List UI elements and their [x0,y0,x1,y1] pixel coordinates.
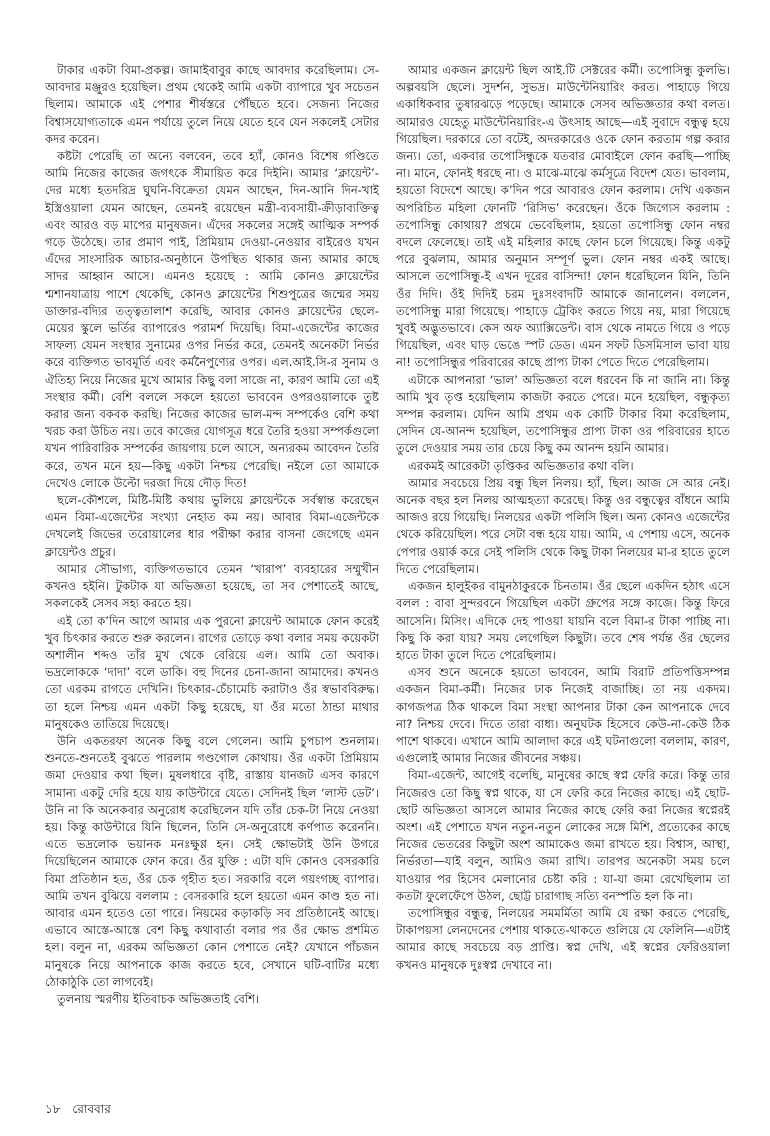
paragraph: এসব শুনে অনেকে হয়তো ভাববেন, আমি বিরাট প্রতিপত্তিসম্পন্ন একজন বিমা-কর্মী। নিজের ঢাক নিজেই বাজাচ্ছি। তা নয় একদম। কাগজপত্র ঠিক থাকলে বিমা সংস্থা আপনার টাকা কেন আপনাকে দেবে না? নিশ্চয় দেবে। দিতে তারা বাধ্য। অনুঘটক হিসেবে কেউ-না-কেউ ঠিক পাশে থাকবে। এখানে আমি আলাদা করে এই ঘটনাগুলো বললাম, কারণ, এগুলোই আমার নিজের জীবনের সঞ্চয়। [396,665,730,766]
paragraph: আমার একজন ক্লায়েন্ট ছিল আই.টি সেক্টরের কর্মী। তপোসিন্ধু কুলভি। অল্পবয়সি ছেলে। সুদর্শন, সুভদ্র। মাউন্টেনিয়ারিং করত। পাহাড়ে গিয়ে একাধিকবার তুষারঝড়ে পড়েছে। আমাকে সেসব অভিজ্ঞতার কথা বলত। আমারও যেহেতু মাউন্টেনিয়ারিং-এ উৎসাহ আছে—এই সুবাদে বন্ধুত্ব হয়ে গিয়েছিল। দরকারে তো বটেই, অদরকারেও ওকে ফোন করতাম গল্প করার জন্য। তো, একবার তপোসিন্ধুকে যতবার মোবাইলে ফোন করছি—পাচ্ছি না। মানে, ফোনই ধরছে না। ও মাঝে-মাঝে কর্মসূত্রে বিদেশ যেত। ভাবলাম, হয়তো বিদেশে আছে। ক’দিন পরে আবারও ফোন করলাম। দেখি একজন অপরিচিত মহিলা ফোনটি ‘রিসিভ’ করেছেন। ওঁকে জিগ্যেস করলাম : তপোসিন্ধু কোথায়? প্রথমে ভেবেছিলাম, হয়তো তপোসিন্ধু ফোন নম্বর বদলে ফেলেছে। তাই এই মহিলার কাছে ফোন চলে গিয়েছে। কিন্তু একটু পরে বুঝলাম, আমার অনুমান সম্পূর্ণ ভুল। ফোন নম্বর একই আছে। আসলে তপোসিন্ধু-ই এখন দূরের বাসিন্দা! ফোন ধরেছিলেন যিনি, তিনি ওঁর দিদি। ওঁই দিদিই চরম দুঃসংবাদটি আমাকে জানালেন। বললেন, তপোসিন্ধু মারা গিয়েছে। পাহাড়ে ট্রেকিং করতে গিয়ে নয়, মারা গিয়েছে খুবই অদ্ভুতভাবে। কেস অফ অ্যাক্সিডেন্ট। বাস থেকে নামতে গিয়ে ও পড়ে গিয়েছিল, এবং ঘাড় ভেঙে স্পট ডেড। এমন সফট ডিসমিসাল ভাবা যায় না! তপোসিন্ধুর পরিবারের কাছে প্রাপ্য টাকা পেতে দিতে পেরেছিলাম। [396,63,730,370]
page-footer [45,1102,119,1116]
paragraph: বিমা-এজেন্ট, আগেই বলেছি, মানুষের কাছে স্বপ্ন ফেরি করে। কিন্তু তার নিজেরও তো কিছু স্বপ্ন থাকে, যা সে ফেরি করে নিজের কাছে। এই ছোট-ছোট অভিজ্ঞতা আসলে আমার নিজের কাছে ফেরি করা নিজের স্বপ্নেরই অংশ। এই পেশাতে যখন নতুন-নতুন লোকের সঙ্গে মিশি, প্রত্যেকের কাছে নিজের ভেতরের কিছুটা অংশ আমাকেও জমা রাখতে হয়। বিশ্বাস, আস্থা, নির্ভরতা—যাই বলুন, আমিও জমা রাখি। তারপর অনেকটা সময় চলে যাওয়ার পর হিসেব মেলানোর চেষ্টা করি : যা-যা জমা রেখেছিলাম তা কতটা ফুলেফেঁপে উঠল, ছোট্ট চারাগাছ সত্যি বনস্পতি হল কি না। [396,768,730,903]
paragraph: আমার সৌভাগ্য, ব্যক্তিগতভাবে তেমন ‘খারাপ’ ব্যবহারের সম্মুখীন কখনও হইনি। টুকটাক যা অভিজ্ঞতা হয়েছে, তা সব পেশাতেই আছে, সকলকেই সেসব সহ্য করতে হয়। [45,561,379,611]
paragraph: তুলনায় স্মরণীয় ইতিবাচক অভিজ্ঞতাই বেশি। [57,991,260,1006]
paragraph: ছলে-কৌশলে, মিষ্টি-মিষ্টি কথায় ভুলিয়ে ক্লায়েন্টকে সর্বস্বান্ত করেছেন এমন বিমা-এজেন্টের সংখ্যা নেহাত কম নয়। আবার বিমা-এজেন্টকে দেখলেই জিভের তরোয়ালের ধার পরীক্ষা করার বাসনা জেগেছে এমন ক্লায়েন্টও প্রচুর। [45,493,379,559]
right-column [396,62,730,1080]
paragraph: এটাকে আপনারা ‘ভাল’ অভিজ্ঞতা বলে ধরবেন কি না জানি না। কিন্তু আমি খুব তৃপ্ত হয়েছিলাম কাজটা করতে পেরে। মনে হয়েছিল, বন্ধুকৃত্য সম্পন্ন করলাম। যেদিন আমি প্রথম এক কোটি টাকার বিমা করেছিলাম, সেদিন যে-আনন্দ হয়েছিল, তপোসিন্ধুর প্রাপ্য টাকা ওর পরিবারের হাতে তুলে দেওয়ার সময় তার চেয়ে কিছু কম আনন্দ হয়নি আমার। [396,372,730,456]
paragraph: কষ্টটা পেরেছি তা অন্যে বলবেন, তবে হ্যাঁ, কোনও বিশেষ গণ্ডিতে আমি নিজের কাজের জগৎকে সীমায়িত করে দিইনি। আমার ‘ক্লায়েন্ট’-দের মধ্যে হতদরিদ্র ঘুঘনি-বিক্রেতা যেমন আছেন, দিন-আনি দিন-খাই ইস্ত্রিওয়ালা যেমন আছেন, তেমনই রয়েছেন মন্ত্রী-ব্যবসায়ী-ক্রীড়াব্যক্তিত্ব এবং আরও বড় মাপের মানুষজন। এঁদের সকলের সঙ্গেই আত্মিক সম্পর্ক গড়ে উঠেছে। তার প্রমাণ পাই, প্রিমিয়াম দেওয়া-নেওয়ার বাইরেও যখন এঁদের সাংসারিক আচার-অনুষ্ঠানে উপস্থিত থাকার জন্য আমার কাছে সাদর আহ্বান আসে। এমনও হয়েছে : আমি কোনও ক্লায়েন্টের শ্মশানযাত্রায় পাশে থেকেছি, কোনও ক্লায়েন্টের শিশুপুত্রের জন্মের সময় ডাক্তার-বদ্যির তত্ত্বতালাশ করেছি, আবার কোনও ক্লায়েন্টের ছেলে-মেয়ের স্কুলে ভর্তির ব্যাপারেও পরামর্শ দিয়েছি। বিমা-এজেন্টের কাজের সাফল্য যেমন সংস্থার সুনামের ওপর নির্ভর করে, তেমনই অনেকটা নির্ভর করে ব্যক্তিগত ভাবমূর্তি এবং কর্মনৈপুণ্যের ওপর। এল.আই.সি-র সুনাম ও ঐতিহ্য নিয়ে নিজের মুখে আমার কিছু বলা সাজে না, কারণ আমি তো এই সংস্থার কর্মী। বেশি বললে সকলে হয়তো ভাববেন ওপরওয়ালাকে তুষ্ট করার জন্য বকবক করছি। নিজের কাজের ভাল-মন্দ সম্পর্কেও বেশি কথা খরচ করা উচিত নয়। তবে কাজের যোগসূত্র ধরে তৈরি হওয়া সম্পর্কগুলো যখন পারিবারিক সম্পর্কের জায়গায় চলে আসে, অন্যরকম আবেদন তৈরি করে, তখন মনে হয়—কিছু একটা নিশ্চয় পেরেছি। নইলে তো আমাকে দেখেও লোকে উল্টো দরজা দিয়ে দৌড় দিত! [45,149,379,490]
paragraph: টাকার একটা বিমা-প্রকল্প। জামাইবাবুর কাছে আবদার করেছিলাম। সে-আবদার মঞ্জুরও হয়েছিল। প্রথম থেকেই আমি একটা ব্যাপারে খুব সচেতন ছিলাম। আমাকে এই পেশার শীর্ষস্তরে পৌঁছতে হবে। সেজন্য নিজের বিশ্বাসযোগ্যতাকে এমন পর্যায়ে তুলে নিয়ে যেতে হবে যেন সকলেই সেটার কদর করেন। [45,63,379,146]
paragraph: তপোসিন্ধুর বন্ধুত্ব, নিলয়ের সমমর্মিতা আমি যে রক্ষা করতে পেরেছি, টাকাপয়সা লেনদেনের পেশায় থাকতে-থাকতে গুলিয়ে যে ফেলিনি—এটাই আমার কাছে সবচেয়ে বড় প্রাপ্তি। স্বপ্ন দেখি, এই স্বপ্নের ফেরিওয়ালা কখনও মানুষকে দুঃস্বপ্ন দেখাবে না। [396,905,730,972]
paragraph: আমার সবচেয়ে প্রিয় বন্ধু ছিল নিলয়। হ্যাঁ, ছিল। আজ সে আর নেই। অনেক বছর হল নিলয় আত্মহত্যা করেছে। কিন্তু ওর বন্ধুত্বের বাঁধনে আমি আজও রয়ে গিয়েছি। নিলয়ের একটা পলিসি ছিল। অন্য কোনও এজেন্টের থেকে করিয়েছিল। পরে সেটা বন্ধ হয়ে যায়। আমি, এ পেশায় এসে, অনেক পেপার ওয়ার্ক করে সেই পলিসি থেকে কিছু টাকা নিলয়ের মা-র হাতে তুলে দিতে পেরেছিলাম। [396,475,730,576]
paragraph: উনি একতরফা অনেক কিছু বলে গেলেন। আমি চুপচাপ শুনলাম। শুনতে-শুনতেই বুঝতে পারলাম গণ্ডগোল কোথায়। ওঁর একটা প্রিমিয়াম জমা দেওয়ার কথা ছিল। মুষলধারে বৃষ্টি, রাস্তায় যানজট এসব কারণে সামান্য একটু দেরি হয়ে যায় কাউন্টারে যেতে। সেদিনই ছিল ‘লাস্ট ডেট’। উনি না কি অনেকবার অনুরোধ করেছিলেন যদি তাঁর চেক-টা নিয়ে নেওয়া হয়। কিন্তু কাউন্টারে যিনি ছিলেন, তিনি সে-অনুরোধে কর্ণপাত করেননি। এতে ভদ্রলোক ভয়ানক মনঃক্ষুণ্ণ হন। সেই ক্ষোভটাই উনি উগরে দিয়েছিলেন আমাকে ফোন করে। ওঁর যুক্তি : এটা যদি কোনও বেসরকারি বিমা প্রতিষ্ঠান হত, ওঁর চেক গৃহীত হত। সরকারি বলে গয়ংগচ্ছ ব্যাপার। আমি তখন বুঝিয়ে বললাম : বেসরকারি হলে হয়তো এমন কাণ্ড হত না। আবার এমন হতেও তো পারে। নিয়মের কড়াকড়ি সব প্রতিষ্ঠানেই আছে। এভাবে আস্তে-আস্তে বেশ কিছু কথাবার্তা বলার পর ওঁর ক্ষোভ প্রশমিত হল। বলুন না, এরকম অভিজ্ঞতা কোন পেশাতে নেই? যেখানে পাঁচজন মানুষকে নিয়ে আপনাকে কাজ করতে হবে, সেখানে ঘটি-বাটির মধ্যে ঠোকাঠুকি তো লাগবেই। [45,733,379,989]
left-column [45,62,379,1080]
publication-name: রোববার [72,1102,111,1116]
page-number: ১৮ [45,1102,61,1116]
paragraph: একজন হালুইকর বামুনঠাকুরকে চিনতাম। ওঁর ছেলে একদিন হঠাৎ এসে বলল : বাবা সুন্দরবনে গিয়েছিল একটা গ্রুপের সঙ্গে কাজে। কিন্তু ফিরে আসেনি। মিসিং। এদিকে দেহ পাওয়া যায়নি বলে বিমা-র টাকা পাচ্ছি না। কিছু কি করা যায়? সময় লেগেছিল কিছুটা। তবে শেষ পর্যন্ত ওঁর ছেলের হাতে টাকা তুলে দিতে পেরেছিলাম। [396,579,730,662]
paragraph: এই তো ক’দিন আগে আমার এক পুরনো ক্লায়েন্ট আমাকে ফোন করেই খুব চিৎকার করতে শুরু করলেন। রাগের তোড়ে কথা বলার সময় কয়েকটা অশালীন শব্দও তাঁর মুখ থেকে বেরিয়ে এল। আমি তো অবাক। ভদ্রলোককে ‘দাদা’ বলে ডাকি। বহু দিনের চেনা-জানা আমাদের। কখনও তো এরকম রাগতে দেখিনি। চিৎকার-চেঁচামেচি করাটাও ওঁর স্বভাববিরুদ্ধ। তা হলে নিশ্চয় এমন একটা কিছু হয়েছে, যা ওঁর মতো ঠান্ডা মাথার মানুষকেও তাতিয়ে দিয়েছে। [45,613,379,731]
paragraph: এরকমই আরেকটা তৃপ্তিকর অভিজ্ঞতার কথা বলি। [408,458,634,473]
